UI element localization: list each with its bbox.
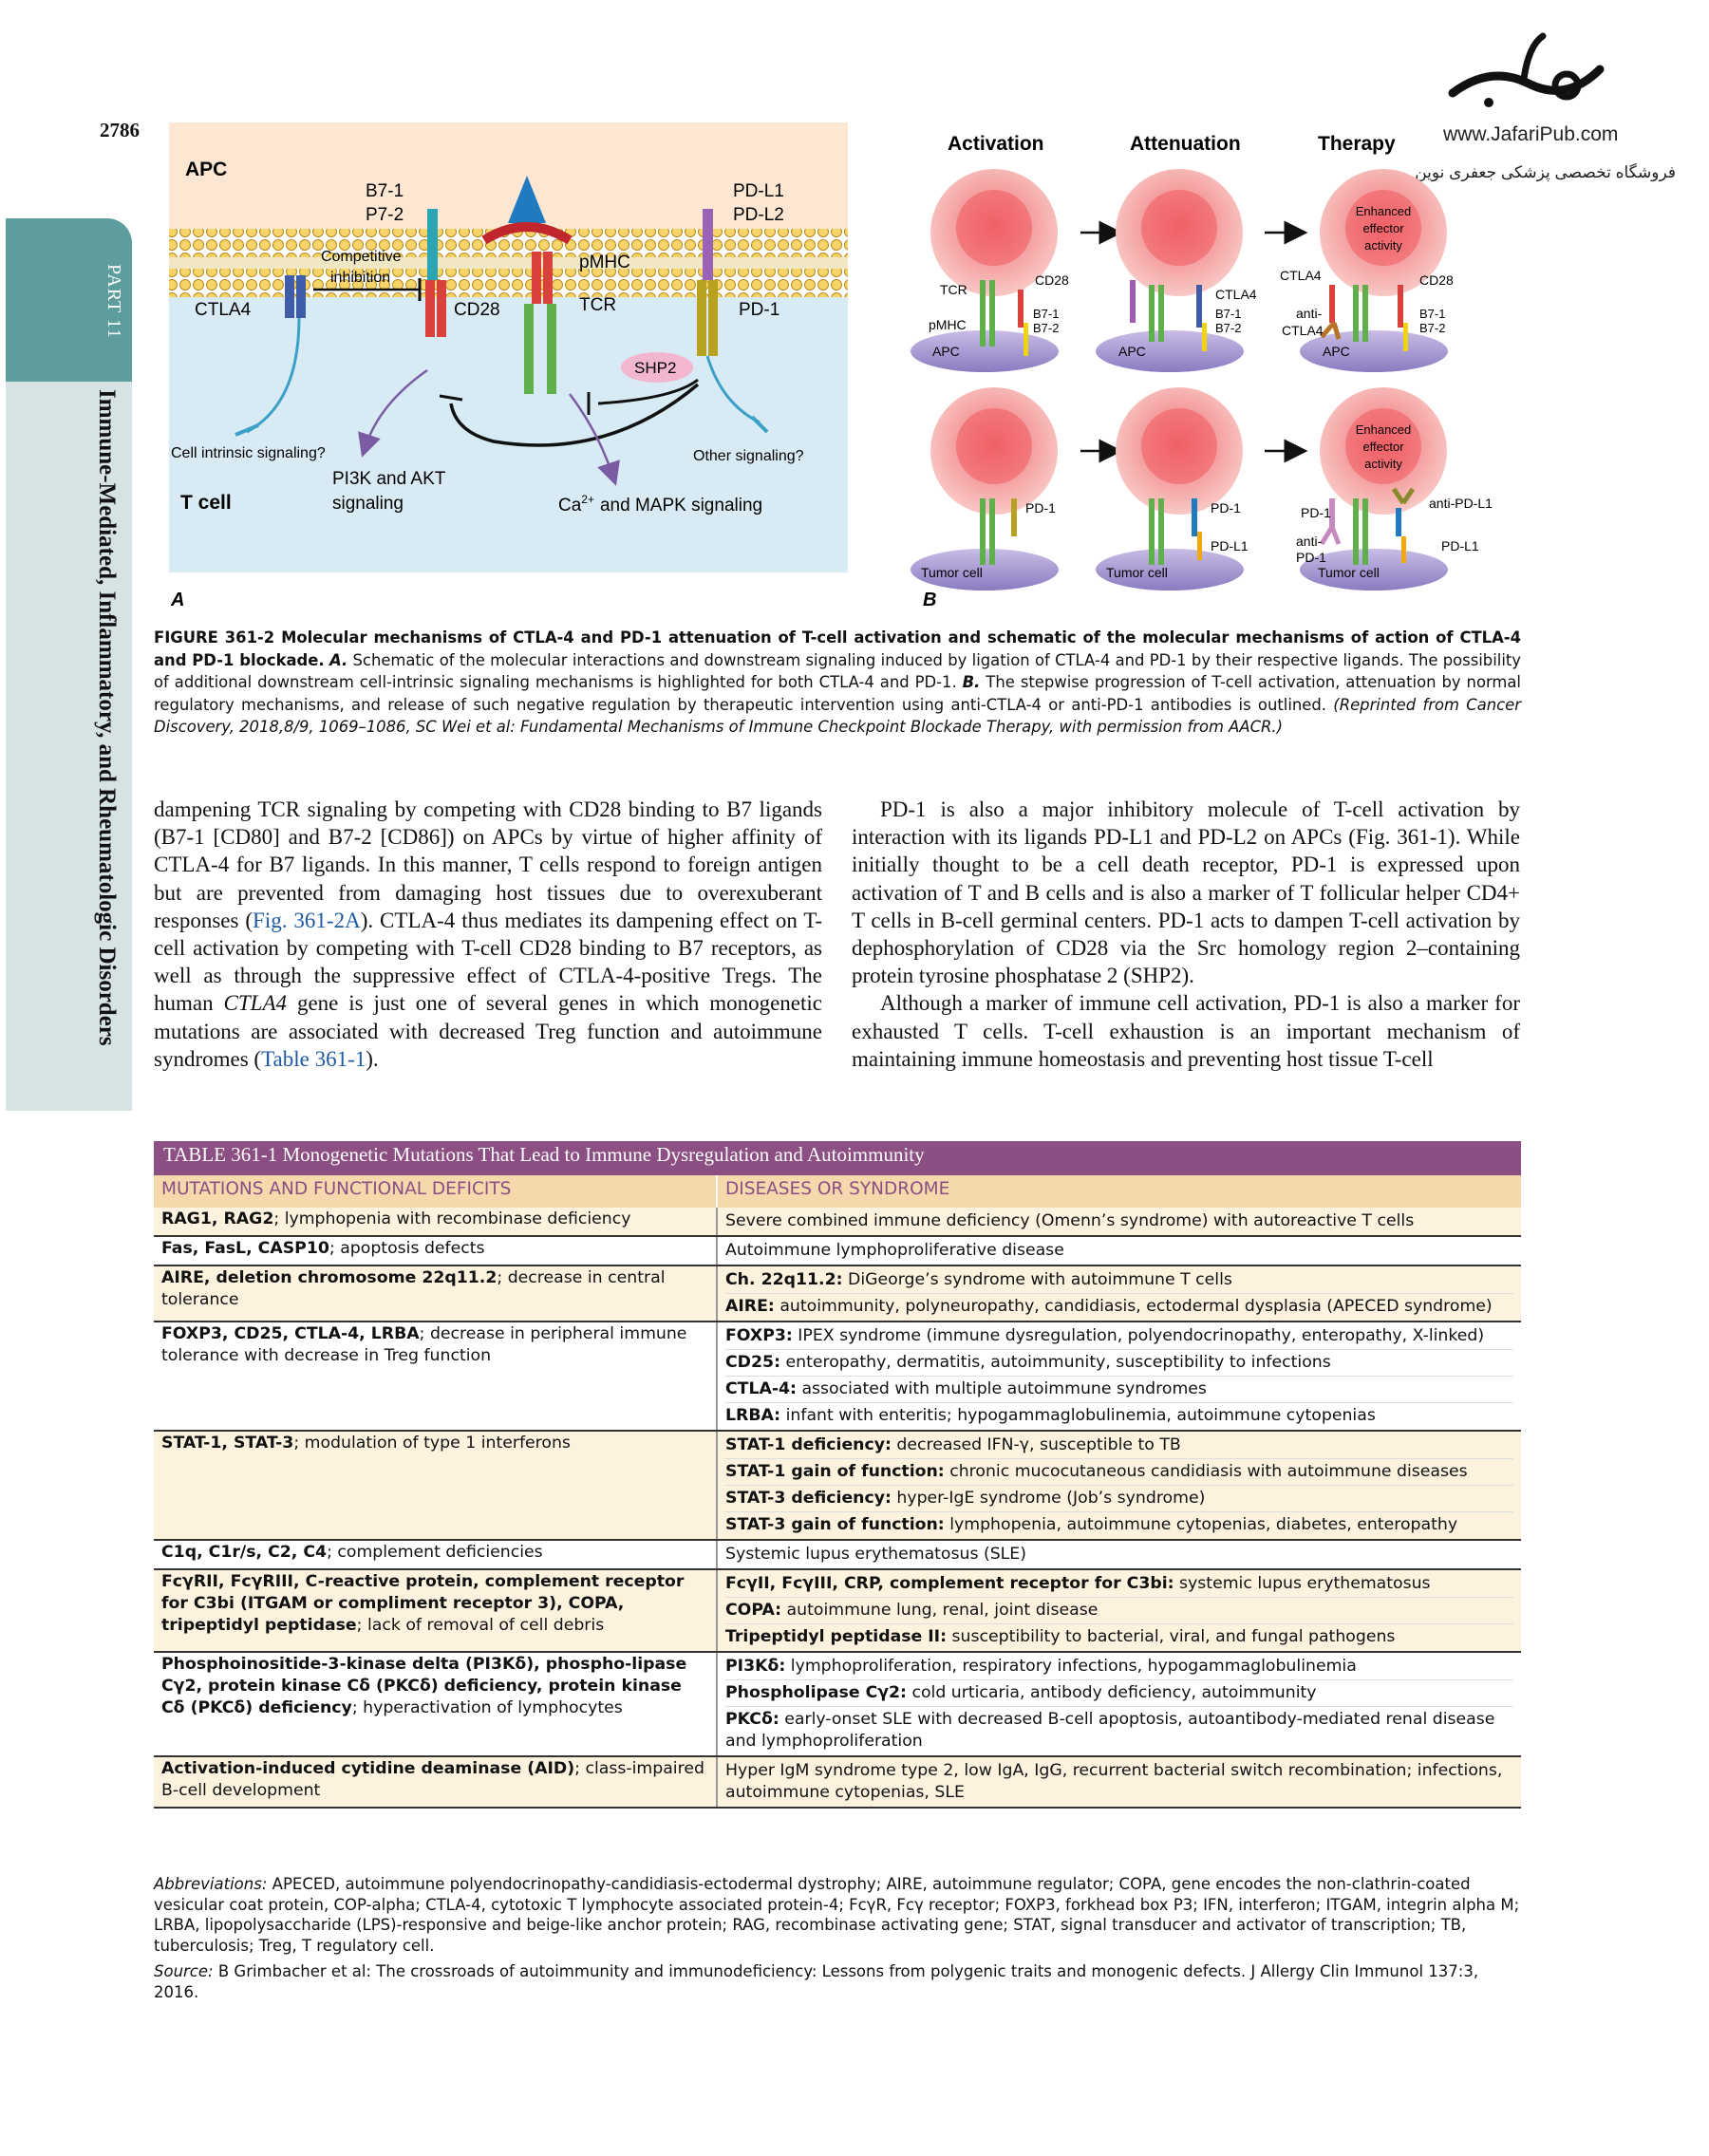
- label-activation: Activation: [948, 133, 1044, 155]
- disease-cell: [717, 1652, 1521, 1756]
- b-ctla4-3: CTLA4: [1280, 268, 1322, 283]
- cell-activation-tumor: [911, 387, 1059, 591]
- disease-cell: [717, 1569, 1521, 1652]
- part-label: PART 11: [103, 264, 124, 339]
- source-text: B Grimbacher et al: The crossroads of autoimmunity and immunodeficiency: Lessons from polygenic traits and monogenic defects. J Allergy Clin Immunol 137:3, 2016.: [154, 1962, 1479, 2001]
- left-text-3: gene is just one of several genes in which monogenetic mutations are associated with decreased Treg function and autoimmune syndromes (: [154, 991, 822, 1071]
- cell-attenuation-tumor: [1096, 387, 1249, 591]
- b-anti-pd1-a: anti-: [1296, 534, 1323, 549]
- disease-entry: [725, 1209, 1513, 1234]
- table-header-mutations: MUTATIONS AND FUNCTIONAL DEFICITS: [154, 1175, 717, 1208]
- mutation-cell: [154, 1756, 717, 1808]
- disease-cell: [717, 1265, 1521, 1322]
- mutation-deficit: ; hyperactivation of lymphocytes: [351, 1698, 623, 1717]
- mutation-deficit: ; class-impaired B-cell development: [161, 1759, 704, 1800]
- b-enh1-2: Enhanced: [1355, 422, 1412, 437]
- b-apc-2: APC: [1118, 344, 1146, 359]
- disease-entry: [725, 1758, 1513, 1806]
- mutation-deficit: ; decrease in central tolerance: [161, 1268, 666, 1309]
- disease-text: lymphopenia, autoimmune cytopenias, diabetes, enteropathy: [944, 1515, 1458, 1534]
- mutation-genes: FcγRII, FcγRIII, C-reactive protein, complement receptor for C3bi (ITGAM or compliment receptor 3), COPA, tripeptidyl peptidase: [161, 1572, 685, 1635]
- disease-text: autoimmune lung, renal, joint disease: [781, 1601, 1099, 1620]
- b-ctla4-4: CTLA4: [1282, 323, 1324, 338]
- panel-a-label: A: [171, 590, 185, 610]
- disease-entry: [725, 1458, 1513, 1485]
- disease-text: lymphoproliferation, respiratory infections, hypogammaglobulinemia: [785, 1657, 1357, 1676]
- table-title: TABLE 361-1 Monogenetic Mutations That Lead to Immune Dysregulation and Autoimmunity: [154, 1141, 1521, 1175]
- body-right-paragraph-2: Although a marker of immune cell activation, PD-1 is also a marker for exhausted T cells. T-cell exhaustion is an important mechanism of maintaining immune homeostasis and preventing host tissue T-cell: [852, 991, 1520, 1071]
- label-cell-intrinsic: Cell intrinsic signaling?: [171, 445, 326, 461]
- disease-entry: [725, 1267, 1513, 1293]
- disease-cell: [717, 1236, 1521, 1265]
- page-number: 2786: [100, 119, 140, 141]
- b-pdl1-3: PD-L1: [1441, 538, 1479, 553]
- disease-cell: [717, 1540, 1521, 1569]
- disease-key: AIRE:: [725, 1297, 775, 1316]
- b-apc: APC: [932, 344, 960, 359]
- caption-title: FIGURE 361-2 Molecular mechanisms of CTLA-4 and PD-1 attenuation of T-cell activation and schematic of the molecular mechanisms of action of CTLA-4 and PD-1 blockade.: [154, 628, 1521, 669]
- disease-entry: [725, 1623, 1513, 1650]
- b-pd1-1: PD-1: [1025, 500, 1056, 516]
- disease-cell: [717, 1208, 1521, 1236]
- figure-361-2: [152, 119, 1529, 622]
- disease-text: IPEX syndrome (immune dysregulation, polyendocrinopathy, enteropathy, X-linked): [792, 1326, 1485, 1345]
- label-therapy: Therapy: [1318, 133, 1396, 155]
- mutation-cell: [154, 1540, 717, 1569]
- disease-text: hyper-IgE syndrome (Job’s syndrome): [891, 1489, 1206, 1508]
- source-label: Source:: [154, 1962, 214, 1980]
- b-cd28-3: CD28: [1419, 272, 1454, 288]
- b-enh2-2: effector: [1362, 440, 1404, 454]
- disease-entry: [725, 1433, 1513, 1458]
- disease-entry: [725, 1402, 1513, 1429]
- b-enh3-2: activity: [1364, 457, 1402, 471]
- disease-entry: [725, 1293, 1513, 1320]
- label-pi3k-2: signaling: [332, 494, 404, 514]
- body-right-paragraph-1: PD-1 is also a major inhibitory molecule of T-cell activation by interaction with its ligands PD-L1 and PD-L2 on APCs (Fig. 361-1). While initially thought to be a cell death receptor, PD-1 is expressed upon activation of T and B cells and is also a marker of T follicular helper CD4+ T cells in B-cell germinal centers. PD-1 acts to dampen T-cell activation by dephosphorylation of CD28 via the Src homology region 2–containing protein tyrosine phosphatase 2 (SHP2).: [852, 797, 1520, 988]
- disease-entry: [725, 1654, 1513, 1679]
- publisher-logo-icon: [1434, 27, 1624, 122]
- label-other-signaling: Other signaling?: [693, 448, 804, 464]
- table-notes: [154, 1874, 1521, 2008]
- mutation-cell: [154, 1236, 717, 1265]
- table-row: [154, 1540, 1521, 1569]
- label-p7-2: P7-2: [366, 205, 404, 225]
- disease-cell: [717, 1431, 1521, 1540]
- table-row: [154, 1236, 1521, 1265]
- body-left-column: [154, 796, 822, 1073]
- mutation-deficit: ; apoptosis defects: [329, 1239, 485, 1258]
- table-abbreviations: [154, 1874, 1521, 1956]
- disease-entry: [725, 1706, 1513, 1754]
- b-b71: B7-1: [1033, 307, 1060, 321]
- mutation-cell: [154, 1208, 717, 1236]
- label-mapk: and MAPK signaling: [599, 496, 763, 516]
- disease-entry: [725, 1571, 1513, 1597]
- label-apc: APC: [185, 159, 228, 180]
- b-pdl1-2: PD-L1: [1211, 538, 1249, 553]
- b-anti-pd1-b: PD-1: [1296, 550, 1326, 565]
- disease-text: Autoimmune lymphoproliferative disease: [725, 1241, 1064, 1260]
- label-pd-l1: PD-L1: [733, 181, 784, 201]
- mutation-cell: [154, 1265, 717, 1322]
- label-inhibition: inhibition: [330, 270, 391, 286]
- table-row: [154, 1569, 1521, 1652]
- disease-entry: [725, 1323, 1513, 1349]
- b-tumor-3: Tumor cell: [1318, 565, 1380, 580]
- label-shp2: SHP2: [634, 359, 677, 377]
- left-text-1: dampening TCR signaling by competing with CD28 binding to B7 ligands (B7-1 [CD80] and B7-2 [CD86]) on APCs by virtue of higher affinity of CTLA-4 for B7 ligands. In this manner, T cells respond to foreign antigen but are prevented from damaging host tissues due to overexuberant responses (: [154, 797, 822, 932]
- b-pmhc: pMHC: [929, 317, 967, 332]
- b-pd1-2: PD-1: [1211, 500, 1241, 516]
- cell-activation-apc: [911, 169, 1069, 372]
- b-b72-3: B7-2: [1419, 321, 1446, 335]
- label-attenuation: Attenuation: [1130, 133, 1241, 155]
- b-cd28: CD28: [1035, 272, 1069, 288]
- label-ca-sup: 2+: [581, 493, 594, 506]
- disease-text: Systemic lupus erythematosus (SLE): [725, 1545, 1026, 1564]
- disease-key: PKCδ:: [725, 1710, 779, 1729]
- b-enh1: Enhanced: [1355, 204, 1412, 218]
- b-anti-1: anti-: [1296, 306, 1323, 321]
- label-pd-l2: PD-L2: [733, 205, 784, 225]
- disease-text: cold urticaria, antibody deficiency, autoimmunity: [906, 1683, 1317, 1702]
- disease-cell: [717, 1756, 1521, 1808]
- disease-entry: [725, 1238, 1513, 1264]
- left-text-4: ).: [366, 1046, 379, 1071]
- table-link[interactable]: Table 361-1: [261, 1046, 366, 1071]
- mutation-cell: [154, 1322, 717, 1431]
- mutation-genes: Phosphoinositide-3-kinase delta (PI3Kδ), phospho-lipase Cγ2, protein kinase Cδ (PKCδ) deficiency, protein kinase Cδ (PKCδ) deficiency: [161, 1655, 687, 1717]
- label-ctla4: CTLA4: [195, 300, 252, 320]
- mutation-genes: RAG1, RAG2: [161, 1209, 274, 1228]
- disease-key: STAT-3 deficiency:: [725, 1489, 892, 1508]
- table-source: [154, 1961, 1521, 2002]
- mutation-genes: Fas, FasL, CASP10: [161, 1239, 329, 1258]
- disease-text: systemic lupus erythematosus: [1174, 1574, 1431, 1593]
- table-row: [154, 1652, 1521, 1756]
- disease-text: Hyper IgM syndrome type 2, low IgA, IgG, recurrent bacterial switch recombination; infections, autoimmune cytopenias, SLE: [725, 1761, 1503, 1802]
- disease-key: CTLA-4:: [725, 1379, 797, 1398]
- left-text-2: ). CTLA-4 thus mediates its dampening effect on T-cell activation by competing with T-cell CD28 binding to B7 receptors, as well as through the suppressive effect of CTLA-4-positive Tregs. The human: [154, 908, 823, 1016]
- b-b71-2: B7-1: [1215, 307, 1242, 321]
- b-enh2: effector: [1362, 221, 1404, 235]
- table-header-diseases: DISEASES OR SYNDROME: [717, 1175, 1521, 1208]
- disease-entry: [725, 1511, 1513, 1538]
- b-tcr: TCR: [940, 282, 967, 297]
- label-competitive: Competitive: [321, 249, 402, 265]
- mutation-deficit: ; decrease in peripheral immune tolerance with decrease in Treg function: [161, 1324, 687, 1365]
- disease-key: COPA:: [725, 1601, 782, 1620]
- b-b72-2: B7-2: [1215, 321, 1242, 335]
- disease-key: STAT-1 deficiency:: [725, 1435, 892, 1454]
- panel-b-label: B: [923, 590, 937, 610]
- table-row: [154, 1208, 1521, 1236]
- b-pd1-3: PD-1: [1301, 505, 1331, 520]
- table-row: [154, 1322, 1521, 1431]
- disease-key: PI3Kδ:: [725, 1657, 786, 1676]
- disease-entry: [725, 1679, 1513, 1706]
- table-row: [154, 1756, 1521, 1808]
- label-cd28: CD28: [454, 300, 500, 320]
- mutation-genes: STAT-1, STAT-3: [161, 1434, 294, 1453]
- abbr-label: Abbreviations:: [154, 1875, 268, 1893]
- disease-text: early-onset SLE with decreased B-cell apoptosis, autoantibody-mediated renal disease and lymphoproliferation: [725, 1710, 1495, 1751]
- disease-text: autoimmunity, polyneuropathy, candidiasis, ectodermal dysplasia (APECED syndrome): [774, 1297, 1493, 1316]
- table-361-1: [154, 1141, 1521, 1809]
- mutation-cell: [154, 1652, 717, 1756]
- b-ctla4-1: CTLA4: [1215, 287, 1257, 302]
- cell-therapy-tumor: [1296, 387, 1493, 591]
- disease-text: associated with multiple autoimmune syndromes: [796, 1379, 1207, 1398]
- label-tcr: TCR: [579, 295, 617, 315]
- disease-text: decreased IFN-γ, susceptible to TB: [891, 1435, 1181, 1454]
- label-pd1: PD-1: [739, 300, 780, 320]
- fig-link[interactable]: Fig. 361-2A: [253, 908, 361, 932]
- disease-key: LRBA:: [725, 1406, 781, 1425]
- mutation-genes: C1q, C1r/s, C2, C4: [161, 1543, 328, 1562]
- mutation-deficit: ; lymphopenia with recombinase deficiency: [273, 1209, 631, 1228]
- caption-b-text: The stepwise progression of T-cell activation, attenuation by normal regulatory mechanisms, and release of such negative regulation by therapeutic intervention using anti-CTLA-4 or anti-PD-1 antibodies is outlined.: [154, 673, 1521, 714]
- disease-entry: [725, 1542, 1513, 1567]
- mutation-cell: [154, 1569, 717, 1652]
- b-b72: B7-2: [1033, 321, 1060, 335]
- table-row: [154, 1265, 1521, 1322]
- disease-text: DiGeorge’s syndrome with autoimmune T cells: [842, 1270, 1232, 1289]
- disease-key: Ch. 22q11.2:: [725, 1270, 843, 1289]
- body-right-column: [852, 796, 1520, 1073]
- label-tcell: T cell: [180, 492, 232, 514]
- disease-text: infant with enteritis; hypogammaglobulinemia, autoimmune cytopenias: [780, 1406, 1376, 1425]
- mutation-genes: Activation-induced cytidine deaminase (AID): [161, 1759, 575, 1778]
- disease-text: enteropathy, dermatitis, autoimmunity, susceptibility to infections: [780, 1353, 1331, 1372]
- label-pmhc: pMHC: [579, 253, 630, 272]
- abbr-text: APECED, autoimmune polyendocrinopathy-candidiasis-ectodermal dystrophy; AIRE, autoimmune regulator; COPA, gene encodes the non-clathrin-coated vesicular coat protein, COP-alpha; CTLA-4, cytotoxic T lymphocyte associated protein-4; FcγR, Fcγ receptor; FOXP3, forkhead box P3; IFN, interferon; ITGAM, integrin alpha M; LRBA, lipopolysaccharide (LPS)-responsive and beige-like anchor protein; RAG, recombinase activating gene; STAT, signal transducer and activator of transcription; TB, tuberculosis; Treg, T regulatory cell.: [154, 1875, 1520, 1955]
- mutation-cell: [154, 1431, 717, 1540]
- table-row: [154, 1431, 1521, 1540]
- b-apc-3: APC: [1323, 344, 1350, 359]
- disease-text: susceptibility to bacterial, viral, and fungal pathogens: [947, 1627, 1396, 1646]
- caption-credit: (Reprinted from Cancer Discovery, 2018,8/9, 1069–1086, SC Wei et al: Fundamental Mechanisms of Immune Checkpoint Blockade Therapy, with permission from AACR.): [154, 695, 1521, 736]
- disease-text: chronic mucocutaneous candidiasis with autoimmune diseases: [944, 1462, 1468, 1481]
- disease-key: FOXP3:: [725, 1326, 793, 1345]
- panel-a: [169, 122, 848, 610]
- disease-entry: [725, 1376, 1513, 1402]
- caption-a-label: A.: [329, 650, 348, 669]
- body-left-paragraph: [154, 796, 822, 1073]
- caption-a-text: Schematic of the molecular interactions and downstream signaling induced by ligation of CTLA-4 and PD-1 by their respective ligands. The possibility of additional downstream cell-intrinsic signaling mechanisms is highlighted for both CTLA-4 and PD-1.: [154, 650, 1522, 691]
- disease-entry: [725, 1597, 1513, 1623]
- mutation-deficit: ; lack of removal of cell debris: [356, 1616, 605, 1635]
- disease-key: Phospholipase Cγ2:: [725, 1683, 907, 1702]
- label-b7-1: B7-1: [366, 181, 404, 201]
- b-enh3: activity: [1364, 238, 1402, 253]
- cell-therapy-apc: [1280, 169, 1454, 372]
- disease-key: CD25:: [725, 1353, 780, 1372]
- panel-b: [911, 133, 1493, 610]
- gene-name: CTLA4: [223, 991, 288, 1016]
- disease-text: Severe combined immune deficiency (Omenn’s syndrome) with autoreactive T cells: [725, 1211, 1415, 1230]
- caption-b-label: B.: [962, 673, 981, 691]
- disease-key: FcγII, FcγIII, CRP, complement receptor for C3bi:: [725, 1574, 1174, 1593]
- disease-cell: [717, 1322, 1521, 1431]
- b-anti-pdl1: anti-PD-L1: [1429, 496, 1493, 511]
- chapter-label: Immune-Mediated, Inflammatory, and Rheumatologic Disorders: [94, 389, 120, 1046]
- b-tumor-2: Tumor cell: [1106, 565, 1168, 580]
- b-b71-3: B7-1: [1419, 307, 1446, 321]
- disease-entry: [725, 1349, 1513, 1376]
- publisher-url: www.JafariPub.com: [1443, 123, 1619, 145]
- figure-caption: [154, 627, 1521, 739]
- mutation-genes: FOXP3, CD25, CTLA-4, LRBA: [161, 1324, 420, 1343]
- publisher-store: فروشگاه تخصصی پزشکی جعفری نوین: [1415, 163, 1676, 181]
- disease-key: STAT-1 gain of function:: [725, 1462, 945, 1481]
- mutation-deficit: ; modulation of type 1 interferons: [293, 1434, 571, 1453]
- mutation-genes: AIRE, deletion chromosome 22q11.2: [161, 1268, 498, 1287]
- b-tumor-1: Tumor cell: [921, 565, 983, 580]
- cell-attenuation-apc: [1096, 169, 1257, 372]
- disease-entry: [725, 1485, 1513, 1511]
- label-ca: Ca: [558, 496, 582, 516]
- disease-key: STAT-3 gain of function:: [725, 1515, 945, 1534]
- mutation-deficit: ; complement deficiencies: [327, 1543, 543, 1562]
- label-pi3k: PI3K and AKT: [332, 469, 446, 489]
- disease-key: Tripeptidyl peptidase II:: [725, 1627, 948, 1646]
